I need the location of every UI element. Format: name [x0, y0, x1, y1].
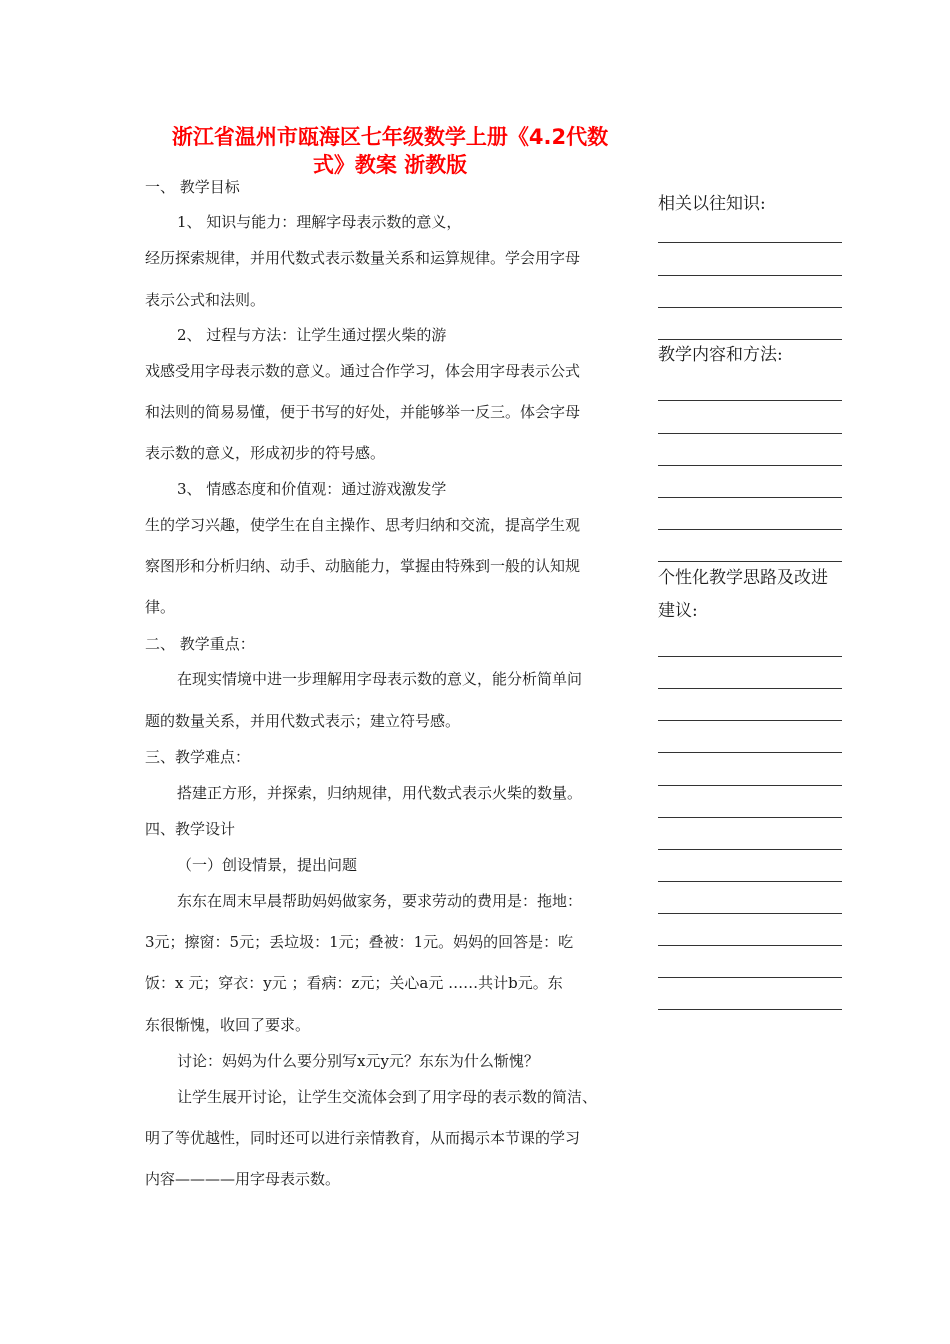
- paragraph-line: 明了等优越性，同时还可以进行亲情教育，从而揭示本节课的学习: [145, 1129, 581, 1147]
- note-blank-line: [658, 529, 842, 530]
- section-heading-design: 四、教学设计: [145, 820, 236, 838]
- note-blank-line: [658, 720, 842, 721]
- discussion-question: 讨论：妈妈为什么要分别写x元y元？东东为什么惭愧？: [177, 1052, 539, 1070]
- sidebar-label-suggestions: 建议:: [658, 601, 698, 621]
- note-blank-line: [658, 817, 842, 818]
- paragraph-line: 表示数的意义，形成初步的符号感。: [145, 444, 386, 462]
- note-blank-line: [658, 275, 842, 276]
- note-blank-line: [658, 1009, 842, 1010]
- section-heading-difficulties: 三、教学难点：: [145, 748, 251, 766]
- paragraph-line: 戏感受用字母表示数的意义。通过合作学习，体会用字母表示公式: [145, 362, 581, 380]
- note-blank-line: [658, 752, 842, 753]
- paragraph-line: 表示公式和法则。: [145, 291, 266, 309]
- note-blank-line: [658, 339, 842, 340]
- note-blank-line: [658, 881, 842, 882]
- note-blank-line: [658, 433, 842, 434]
- paragraph-line: 东东在周末早晨帮助妈妈做家务，要求劳动的费用是：拖地：: [177, 892, 583, 910]
- note-blank-line: [658, 945, 842, 946]
- note-blank-line: [658, 561, 842, 562]
- note-blank-line: [658, 307, 842, 308]
- paragraph-line: 经历探索规律，并用代数式表示数量关系和运算规律。学会用字母: [145, 249, 581, 267]
- objective-attitude: 3、 情感态度和价值观：通过游戏激发学: [177, 480, 447, 498]
- paragraph-line: 搭建正方形，并探索，归纳规律，用代数式表示火柴的数量。: [177, 784, 583, 802]
- paragraph-line: 生的学习兴趣，使学生在自主操作、思考归纳和交流，提高学生观: [145, 516, 581, 534]
- paragraph-line: 律。: [145, 598, 176, 616]
- section-heading-key-points: 二、 教学重点：: [145, 635, 255, 653]
- sidebar-label-content-methods: 教学内容和方法:: [658, 345, 783, 365]
- paragraph-line: 题的数量关系，并用代数式表示；建立符号感。: [145, 712, 461, 730]
- note-blank-line: [658, 242, 842, 243]
- note-blank-line: [658, 913, 842, 914]
- section-heading-objectives: 一、 教学目标: [145, 178, 240, 196]
- paragraph-line: 饭：x 元；穿衣：y元 ；看病：z元；关心a元 ……共计b元。东: [145, 974, 563, 992]
- objective-knowledge: 1、 知识与能力：理解字母表示数的意义，: [177, 213, 462, 231]
- note-blank-line: [658, 849, 842, 850]
- paragraph-line: 察图形和分析归纳、动手、动脑能力，掌握由特殊到一般的认知规: [145, 557, 581, 575]
- note-blank-line: [658, 400, 842, 401]
- note-blank-line: [658, 497, 842, 498]
- paragraph-line: 在现实情境中进一步理解用字母表示数的意义，能分析简单问: [177, 670, 583, 688]
- note-blank-line: [658, 688, 842, 689]
- note-blank-line: [658, 656, 842, 657]
- document-title-line-2: 式》教案 浙教版: [312, 153, 468, 177]
- paragraph-line: 内容————用字母表示数。: [145, 1170, 341, 1188]
- subsection-heading: （一）创设情景，提出问题: [177, 856, 358, 874]
- paragraph-line: 3元；擦窗：5元；丢垃圾：1元；叠被：1元。妈妈的回答是：吃: [145, 933, 574, 951]
- paragraph-line: 和法则的简易易懂，便于书写的好处，并能够举一反三。体会字母: [145, 403, 581, 421]
- paragraph-line: 东很惭愧，收回了要求。: [145, 1016, 311, 1034]
- note-blank-line: [658, 977, 842, 978]
- note-blank-line: [658, 785, 842, 786]
- sidebar-label-personalized: 个性化教学思路及改进: [658, 568, 828, 588]
- note-blank-line: [658, 465, 842, 466]
- paragraph-line: 让学生展开讨论，让学生交流体会到了用字母的表示数的简洁、: [177, 1088, 598, 1106]
- objective-process: 2、 过程与方法：让学生通过摆火柴的游: [177, 326, 447, 344]
- sidebar-label-prior-knowledge: 相关以往知识:: [658, 194, 766, 214]
- document-title-line-1: 浙江省温州市瓯海区七年级数学上册《4.2代数: [171, 125, 609, 149]
